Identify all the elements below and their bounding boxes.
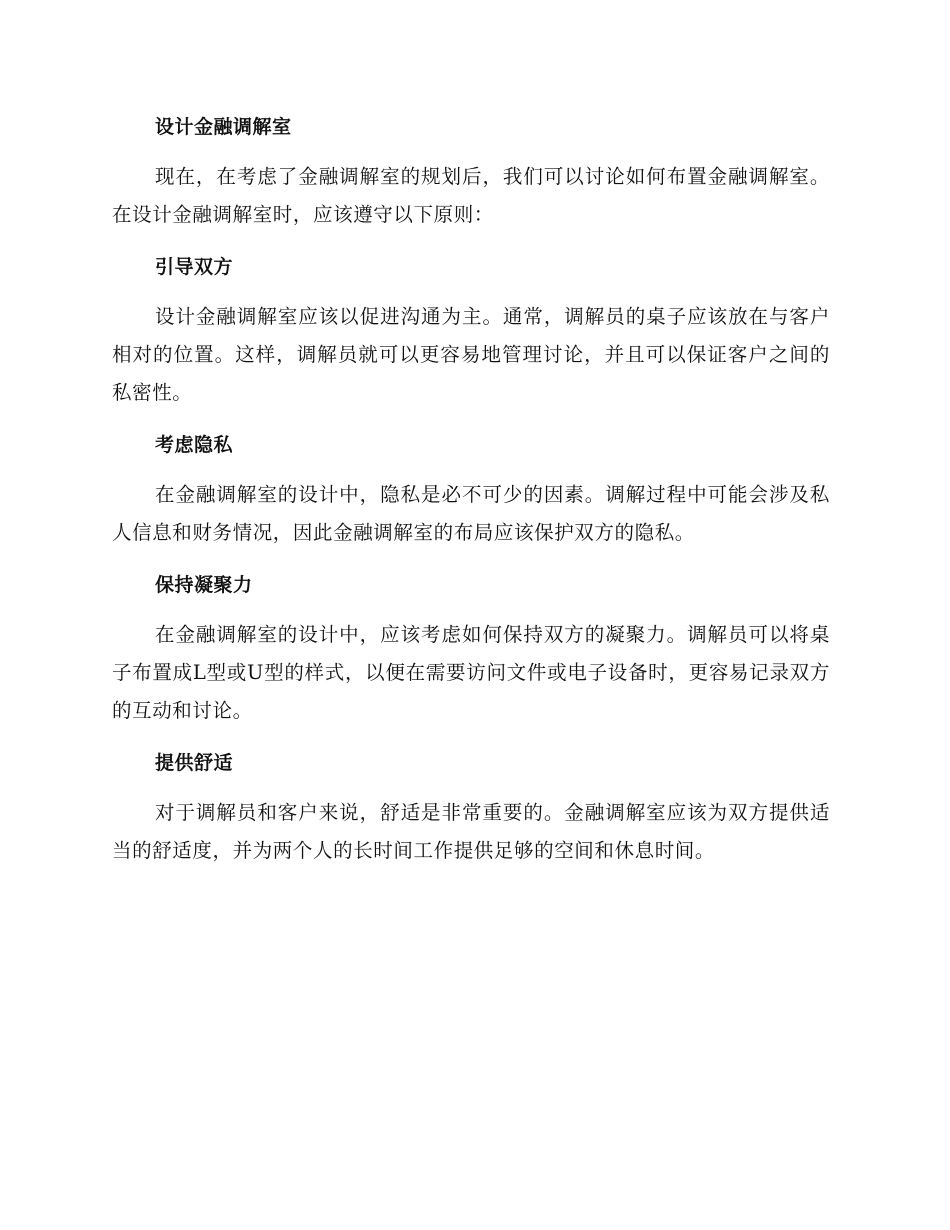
section-cohesion bbox=[112, 566, 830, 730]
section-privacy bbox=[112, 426, 830, 552]
section-paragraph: 在金融调解室的设计中，应该考虑如何保持双方的凝聚力。调解员可以将桌子布置成L型或U型的样式，以便在需要访问文件或电子设备时，更容易记录双方的互动和讨论。 bbox=[112, 623, 830, 722]
section-heading: 提供舒适 bbox=[155, 752, 234, 774]
section-paragraph: 现在，在考虑了金融调解室的规划后，我们可以讨论如何布置金融调解室。在设计金融调解室时，应该遵守以下原则： bbox=[112, 165, 830, 226]
section-heading: 设计金融调解室 bbox=[155, 116, 292, 138]
section-heading: 保持凝聚力 bbox=[155, 574, 253, 596]
section-paragraph: 在金融调解室的设计中，隐私是必不可少的因素。调解过程中可能会涉及私人信息和财务情况，因此金融调解室的布局应该保护双方的隐私。 bbox=[112, 483, 830, 544]
section-paragraph: 对于调解员和客户来说，舒适是非常重要的。金融调解室应该为双方提供适当的舒适度，并为两个人的长时间工作提供足够的空间和休息时间。 bbox=[112, 801, 830, 862]
section-heading: 引导双方 bbox=[155, 256, 234, 278]
section-paragraph: 设计金融调解室应该以促进沟通为主。通常，调解员的桌子应该放在与客户相对的位置。这样，调解员就可以更容易地管理讨论，并且可以保证客户之间的私密性。 bbox=[112, 305, 830, 404]
document-page bbox=[112, 108, 830, 884]
section-design-room bbox=[112, 108, 830, 234]
section-comfort bbox=[112, 744, 830, 870]
section-guide-parties bbox=[112, 248, 830, 412]
section-heading: 考虑隐私 bbox=[155, 434, 234, 456]
